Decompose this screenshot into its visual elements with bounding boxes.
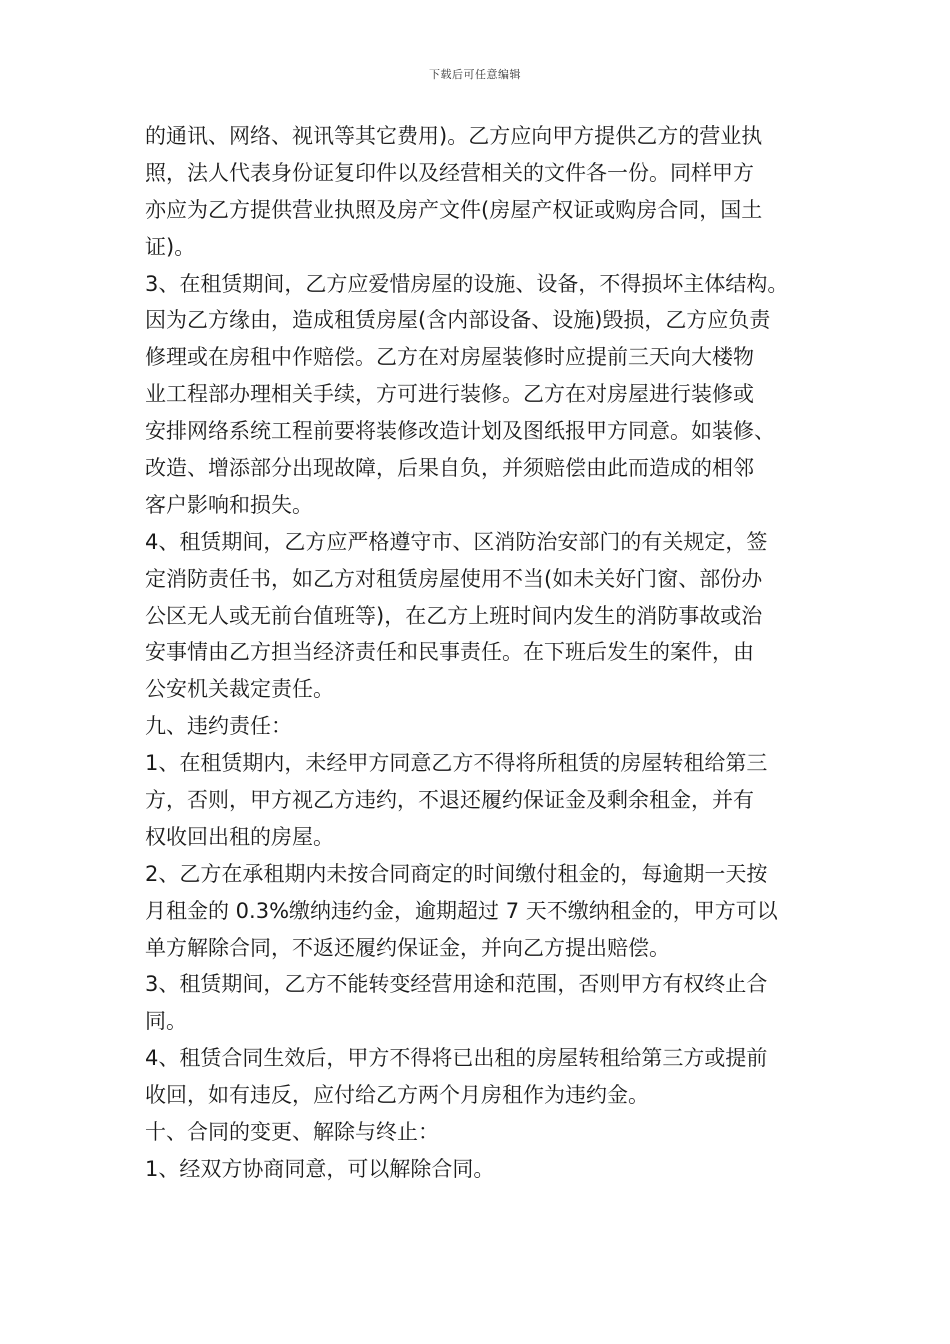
text-line: 定消防责任书，如乙方对租赁房屋使用不当(如未关好门窗、部份办	[145, 566, 763, 591]
text-line: 4、租赁合同生效后，甲方不得将已出租的房屋转租给第三方或提前	[145, 1046, 768, 1071]
text-line: 1、经双方协商同意，可以解除合同。	[145, 1156, 495, 1181]
text-line: 1、在租赁期内，未经甲方同意乙方不得将所租赁的房屋转租给第三	[145, 751, 768, 776]
section-heading: 九、违约责任：	[145, 714, 292, 739]
text-line: 2、乙方在承租期内未按合同商定的时间缴付租金的，每逾期一天按	[145, 861, 768, 886]
text-line: 的通讯、网络、视讯等其它费用)。乙方应向甲方提供乙方的营业执	[145, 124, 763, 148]
section-heading: 十、合同的变更、解除与终止：	[145, 1120, 439, 1145]
text-line: 照，法人代表身份证复印件以及经营相关的文件各一份。同样甲方	[145, 160, 754, 185]
text-line: 公区无人或无前台值班等)，在乙方上班时间内发生的消防事故或治	[145, 603, 763, 628]
text-line: 安排网络系统工程前要将装修改造计划及图纸报甲方同意。如装修、	[145, 419, 775, 444]
document-body	[145, 118, 815, 1188]
text-line: 证)。	[145, 234, 196, 259]
text-line: 权收回出租的房屋。	[145, 824, 334, 849]
page-header: 下载后可任意编辑	[429, 68, 521, 81]
text-line: 亦应为乙方提供营业执照及房产文件(房屋产权证或购房合同，国土	[145, 197, 763, 222]
text-line: 同。	[145, 1009, 187, 1034]
text-line: 改造、增添部分出现故障，后果自负，并须赔偿由此而造成的相邻	[145, 456, 754, 481]
text-line: 客户影响和损失。	[145, 492, 313, 517]
text-line: 方，否则，甲方视乙方违约，不退还履约保证金及剩余租金，并有	[145, 788, 754, 813]
text-line: 安事情由乙方担当经济责任和民事责任。在下班后发生的案件，由	[145, 640, 754, 665]
text-line: 单方解除合同，不返还履约保证金，并向乙方提出赔偿。	[145, 935, 670, 960]
text-line: 收回，如有违反，应付给乙方两个月房租作为违约金。	[145, 1083, 649, 1108]
text-line: 修理或在房租中作赔偿。乙方在对房屋装修时应提前三天向大楼物	[145, 345, 754, 370]
text-line: 4、租赁期间，乙方应严格遵守市、区消防治安部门的有关规定，签	[145, 529, 768, 554]
text-line: 月租金的 0.3%缴纳违约金，逾期超过 7 天不缴纳租金的，甲方可以	[145, 898, 778, 923]
text-line: 业工程部办理相关手续，方可进行装修。乙方在对房屋进行装修或	[145, 382, 754, 407]
text-line: 公安机关裁定责任。	[145, 677, 334, 702]
text-line: 3、租赁期间，乙方不能转变经营用途和范围，否则甲方有权终止合	[145, 972, 768, 997]
text-line: 因为乙方缘由，造成租赁房屋(含内部设备、设施)毁损，乙方应负责	[145, 308, 771, 333]
text-line: 3、在租赁期间，乙方应爱惜房屋的设施、设备，不得损坏主体结构。	[145, 271, 789, 296]
